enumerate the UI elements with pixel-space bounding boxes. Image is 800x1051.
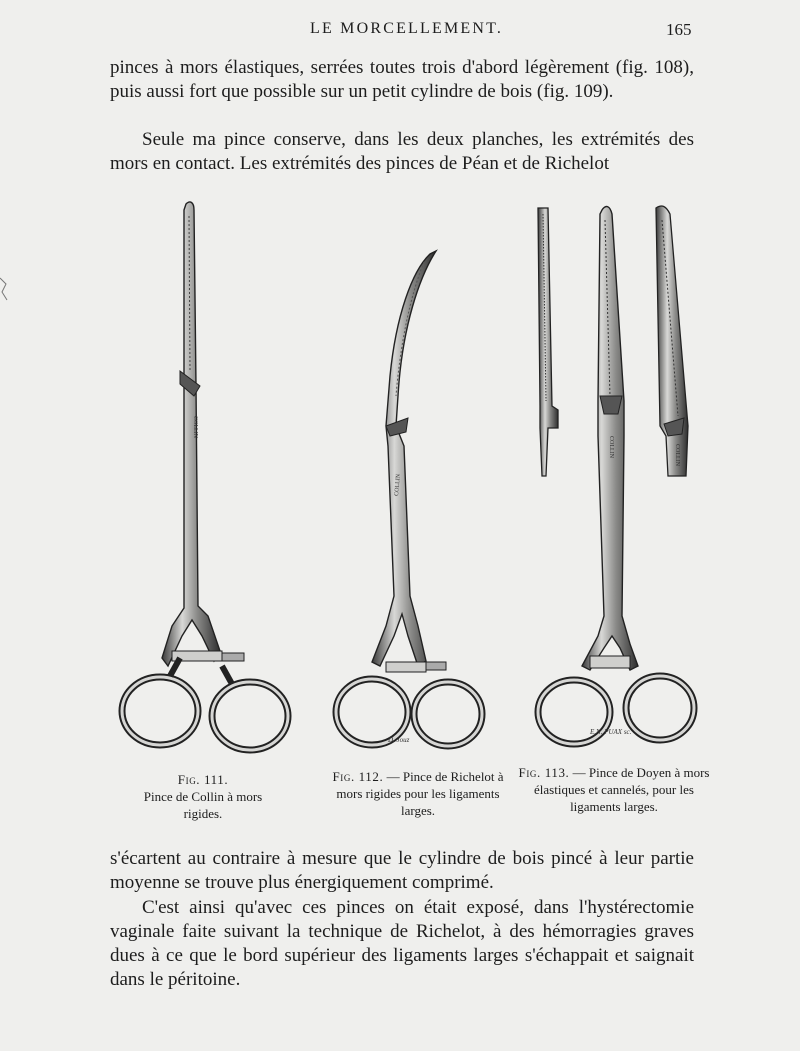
forceps-jaw-detail-right bbox=[656, 206, 688, 476]
figure-caption-text: — Pince de Doyen à mors élastiques et cannelés, pour les ligaments larges. bbox=[534, 765, 710, 814]
margin-mark bbox=[0, 270, 10, 310]
page-number: 165 bbox=[666, 20, 692, 39]
body-paragraph: s'écartent au contraire à mesure que le cylindre de bois pincé à leur partie moyenne se trouve plus énergiquement comprimé. bbox=[110, 848, 694, 893]
engraved-mark: COLLIN bbox=[608, 436, 614, 458]
body-paragraph: Seule ma pince conserve, dans les deux planches, les extrémités des mors en contact. Les extrémités des pinces de Péan et de Richelot bbox=[110, 129, 694, 174]
running-head bbox=[0, 20, 800, 44]
forceps-fig-112 bbox=[336, 251, 482, 746]
engraved-mark: COLLIN bbox=[192, 416, 198, 438]
figure-caption-113 bbox=[514, 764, 714, 815]
figure-caption-111 bbox=[128, 771, 278, 822]
forceps-fig-111 bbox=[122, 202, 288, 750]
engraver-signature: E.N. PUAX sc. bbox=[590, 728, 632, 736]
figure-caption-text: — Pince de Richelot à mors rigides pour les ligaments larges. bbox=[336, 769, 504, 818]
figure-caption-text: Pince de Collin à mors rigides. bbox=[143, 789, 263, 821]
figure-label: Fig. 111. bbox=[177, 772, 229, 787]
surgical-forceps-plate bbox=[110, 196, 710, 756]
running-title: LE MORCELLEMENT. bbox=[310, 20, 504, 37]
figure-caption-112 bbox=[328, 768, 508, 819]
artist-signature: D. Jouz bbox=[388, 736, 410, 744]
body-paragraph: C'est ainsi qu'avec ces pinces on était exposé, dans l'hystérectomie vaginale faite suivant la technique de Richelot, à des hémorragies graves dues à ce que le bord supérieur des ligaments larges s'échappait et saignait dans le péritoine. bbox=[110, 897, 694, 990]
forceps-jaw-detail-left bbox=[538, 208, 558, 476]
engraved-mark: COLLIN bbox=[394, 473, 402, 497]
body-paragraph: pinces à mors élastiques, serrées toutes trois d'abord légèrement (fig. 108), puis aussi fort que possible sur un petit cylindre de bois (fig. 109). bbox=[110, 57, 694, 102]
figure-label: Fig. 112. bbox=[332, 769, 384, 784]
engraved-mark: COLLIN bbox=[674, 444, 680, 466]
figure-label: Fig. 113. bbox=[518, 765, 570, 780]
